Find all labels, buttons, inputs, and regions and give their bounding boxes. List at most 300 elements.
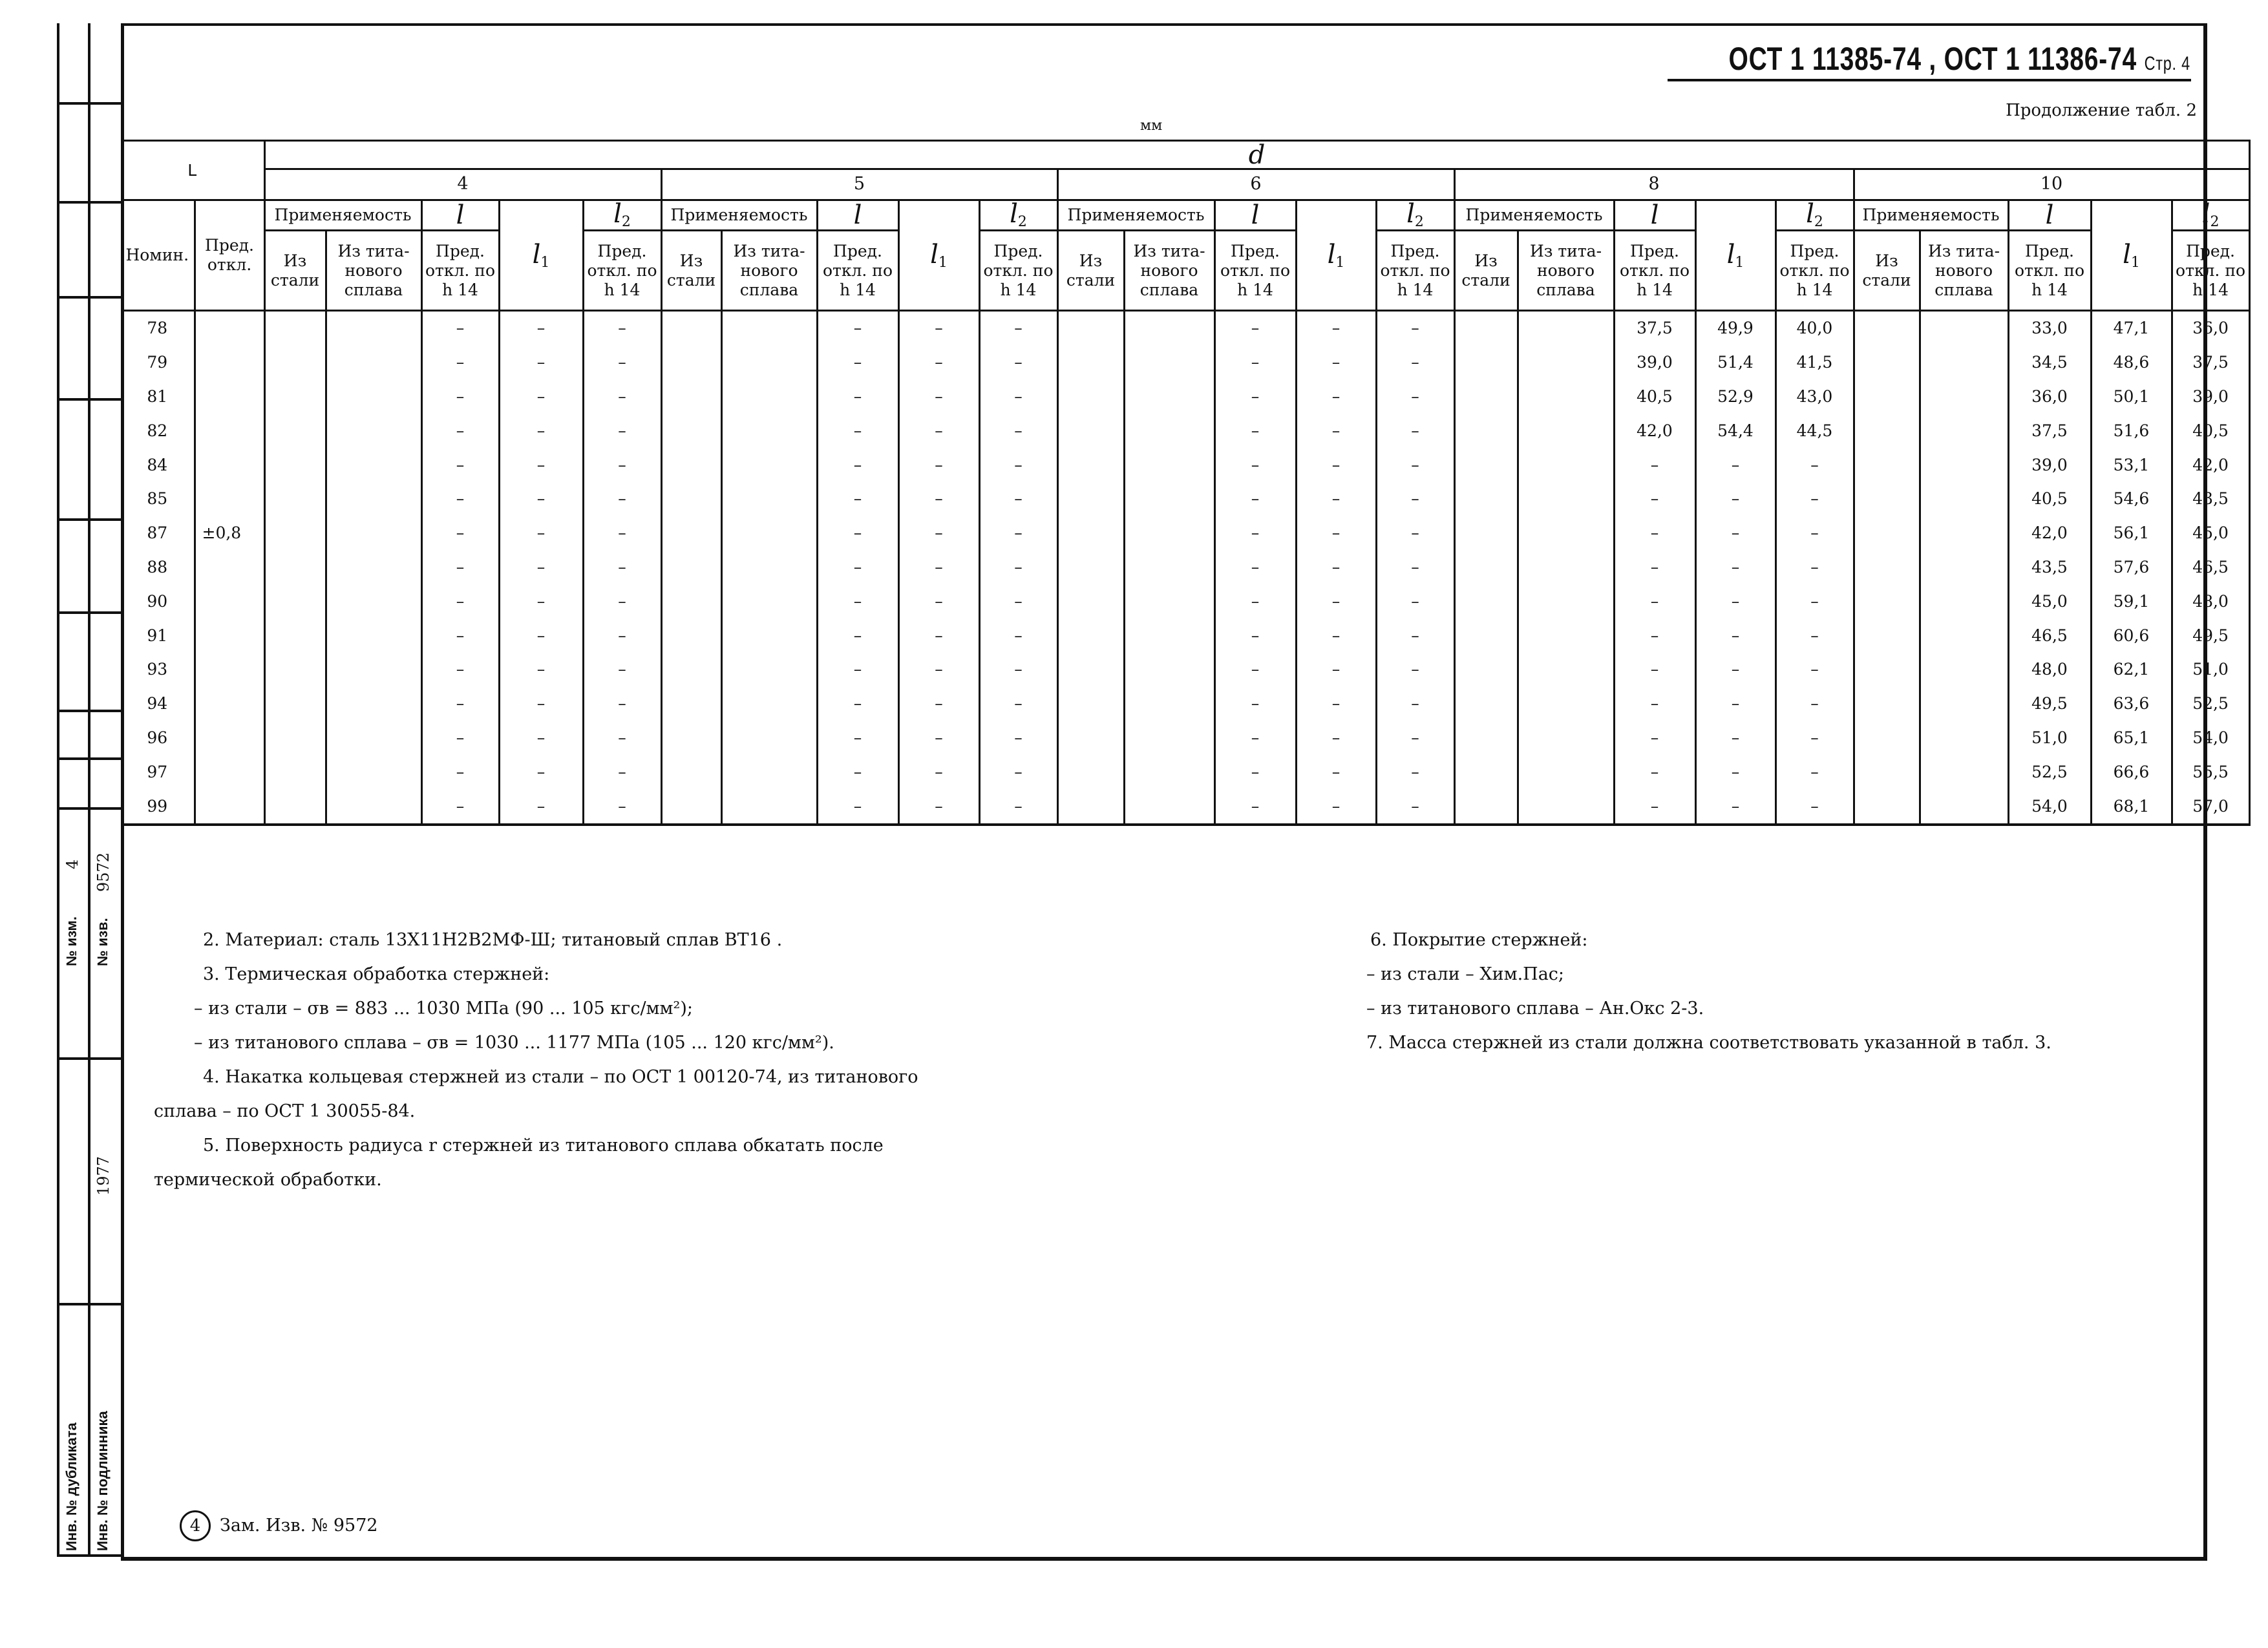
tolerance-value	[195, 687, 264, 721]
value-cell: –	[583, 448, 661, 482]
value-cell: 40,5	[1614, 380, 1695, 414]
note-6-titanium: – из титанового сплава – Ан.Окс 2-3.	[1366, 998, 1704, 1019]
value-cell: –	[979, 380, 1057, 414]
value-cell: –	[583, 721, 661, 755]
table-row	[121, 789, 2249, 825]
value-cell: –	[1376, 551, 1454, 585]
notes-left	[154, 923, 918, 1197]
steel-cell	[1454, 516, 1518, 551]
steel-cell	[1057, 346, 1124, 380]
steel-cell	[1854, 380, 1920, 414]
nominal-value: 94	[121, 687, 195, 721]
titanium-cell	[1124, 687, 1214, 721]
value-cell: –	[1614, 618, 1695, 653]
note-5: 5. Поверхность радиуса r стержней из титанового сплава обкатать после	[203, 1136, 884, 1156]
steel-cell	[1057, 482, 1124, 516]
titanium-cell	[1518, 311, 1614, 346]
l1-sub: 1	[2130, 254, 2140, 271]
value-cell: –	[1296, 618, 1376, 653]
l2-sub: 2	[1017, 214, 1027, 230]
value-cell: 40,5	[2172, 414, 2249, 448]
value-cell: –	[499, 346, 583, 380]
L-header: L	[121, 141, 264, 200]
titanium-cell	[326, 755, 421, 789]
steel-cell	[661, 584, 721, 618]
l-header	[1214, 200, 1296, 231]
l2-limit-header: Пред. откл. по h 14	[979, 231, 1057, 311]
value-cell: –	[1296, 687, 1376, 721]
steel-cell	[264, 414, 326, 448]
table-row	[121, 516, 2249, 551]
steel-cell	[661, 755, 721, 789]
value-cell: –	[898, 516, 979, 551]
binding-year: 1977	[94, 1156, 112, 1196]
value-cell: –	[1695, 755, 1775, 789]
titanium-cell	[1518, 687, 1614, 721]
value-cell: –	[583, 380, 661, 414]
value-cell: –	[1376, 687, 1454, 721]
table-row	[121, 618, 2249, 653]
steel-cell	[661, 618, 721, 653]
table-row	[121, 311, 2249, 346]
value-cell: –	[583, 482, 661, 516]
value-cell: –	[1214, 721, 1296, 755]
steel-cell	[264, 584, 326, 618]
table-row	[121, 755, 2249, 789]
value-cell: –	[1296, 482, 1376, 516]
value-cell: –	[499, 482, 583, 516]
value-cell: –	[421, 653, 499, 687]
value-cell: –	[1214, 380, 1296, 414]
value-cell: 54,6	[2091, 482, 2172, 516]
titanium-header: Из тита-нового сплава	[326, 231, 421, 311]
value-cell: –	[1614, 551, 1695, 585]
value-cell: –	[979, 551, 1057, 585]
value-cell: –	[979, 653, 1057, 687]
titanium-cell	[1124, 789, 1214, 825]
steel-cell	[661, 380, 721, 414]
steel-cell	[1057, 755, 1124, 789]
table-continuation: Продолжение табл. 2	[2006, 101, 2197, 120]
value-cell: –	[1214, 653, 1296, 687]
table-row	[121, 414, 2249, 448]
value-cell: –	[1614, 721, 1695, 755]
value-cell: –	[1214, 448, 1296, 482]
d-group-5: 5	[661, 169, 1057, 200]
titanium-cell	[721, 755, 817, 789]
steel-cell	[264, 311, 326, 346]
value-cell: 36,0	[2008, 380, 2091, 414]
note-4-cont: сплава – по ОСТ 1 30055-84.	[154, 1101, 416, 1121]
value-cell: –	[1214, 789, 1296, 825]
titanium-cell	[1920, 755, 2008, 789]
value-cell: –	[499, 380, 583, 414]
value-cell: –	[1775, 755, 1854, 789]
tolerance-header: Пред. откл.	[195, 200, 264, 311]
steel-cell	[661, 311, 721, 346]
value-cell: –	[817, 380, 898, 414]
steel-cell	[1854, 584, 1920, 618]
titanium-cell	[1124, 346, 1214, 380]
titanium-cell	[721, 551, 817, 585]
value-cell: –	[979, 584, 1057, 618]
titanium-cell	[326, 414, 421, 448]
titanium-cell	[721, 414, 817, 448]
steel-cell	[1057, 516, 1124, 551]
value-cell: –	[1614, 755, 1695, 789]
value-cell: –	[499, 721, 583, 755]
value-cell: –	[1376, 448, 1454, 482]
tolerance-value	[195, 789, 264, 825]
standard-code	[1729, 40, 2190, 78]
value-cell: –	[817, 311, 898, 346]
tolerance-value	[195, 346, 264, 380]
binding-orig-inv-label: Инв. № подлинника	[94, 1411, 111, 1551]
value-cell: –	[1775, 687, 1854, 721]
steel-cell	[1057, 687, 1124, 721]
steel-cell	[1854, 755, 1920, 789]
value-cell: 39,0	[2172, 380, 2249, 414]
value-cell: 51,0	[2008, 721, 2091, 755]
steel-cell	[1057, 721, 1124, 755]
titanium-cell	[1920, 482, 2008, 516]
l2-header: $l_2$	[979, 200, 1057, 231]
value-cell: –	[979, 618, 1057, 653]
l-symbol: l	[2045, 200, 2054, 230]
applicability-header: Применяемость	[264, 200, 421, 231]
titanium-cell	[326, 482, 421, 516]
titanium-cell	[1124, 551, 1214, 585]
l2-sub: 2	[1814, 214, 1823, 230]
tolerance-value: ±0,8	[195, 516, 264, 551]
value-cell: –	[1695, 721, 1775, 755]
value-cell: 43,0	[1775, 380, 1854, 414]
value-cell: 55,5	[2172, 755, 2249, 789]
value-cell: –	[1695, 482, 1775, 516]
value-cell: –	[1376, 482, 1454, 516]
note-3-steel: – из стали – σв = 883 ... 1030 МПа (90 ... 105 кгс/мм²);	[194, 998, 694, 1019]
titanium-cell	[1920, 551, 2008, 585]
value-cell: 45,0	[2008, 584, 2091, 618]
steel-cell	[1854, 414, 1920, 448]
value-cell: –	[1214, 414, 1296, 448]
value-cell: –	[817, 414, 898, 448]
value-cell: –	[1214, 755, 1296, 789]
value-cell: 56,1	[2091, 516, 2172, 551]
value-cell: –	[979, 311, 1057, 346]
value-cell: 43,5	[2172, 482, 2249, 516]
nominal-value: 97	[121, 755, 195, 789]
value-cell: –	[583, 653, 661, 687]
value-cell: 34,5	[2008, 346, 2091, 380]
value-cell: 42,0	[1614, 414, 1695, 448]
titanium-cell	[721, 653, 817, 687]
tolerance-value	[195, 584, 264, 618]
tolerance-value	[195, 551, 264, 585]
value-cell: 51,4	[1695, 346, 1775, 380]
titanium-cell	[326, 789, 421, 825]
value-cell: –	[499, 755, 583, 789]
value-cell: –	[1695, 789, 1775, 825]
steel-cell	[1454, 618, 1518, 653]
l2-sub: 2	[1414, 214, 1424, 230]
titanium-cell	[326, 448, 421, 482]
binding-notice-value: 9572	[94, 852, 112, 892]
value-cell: –	[1695, 584, 1775, 618]
titanium-cell	[1518, 755, 1614, 789]
titanium-cell	[1518, 618, 1614, 653]
value-cell: 37,5	[2172, 346, 2249, 380]
steel-cell	[661, 789, 721, 825]
value-cell: 52,5	[2008, 755, 2091, 789]
l-limit-header: Пред. откл. по h 14	[817, 231, 898, 311]
value-cell: –	[1614, 653, 1695, 687]
titanium-cell	[1518, 482, 1614, 516]
nominal-value: 82	[121, 414, 195, 448]
value-cell: –	[817, 516, 898, 551]
value-cell: 68,1	[2091, 789, 2172, 825]
binding-left-line	[57, 1015, 59, 1556]
value-cell: 60,6	[2091, 618, 2172, 653]
titanium-cell	[1518, 653, 1614, 687]
d-group-8: 8	[1454, 169, 1854, 200]
l2-header: $l_2$	[583, 200, 661, 231]
steel-cell	[661, 551, 721, 585]
steel-cell	[264, 653, 326, 687]
value-cell: –	[499, 551, 583, 585]
titanium-cell	[1124, 584, 1214, 618]
tolerance-value	[195, 448, 264, 482]
value-cell: –	[583, 346, 661, 380]
l1-header: $l_1$	[499, 200, 583, 311]
value-cell: 45,0	[2172, 516, 2249, 551]
titanium-cell	[1920, 653, 2008, 687]
value-cell: –	[1214, 311, 1296, 346]
steel-cell	[1854, 789, 1920, 825]
value-cell: –	[817, 482, 898, 516]
table-row	[121, 584, 2249, 618]
steel-cell	[264, 618, 326, 653]
value-cell: 42,0	[2172, 448, 2249, 482]
nominal-value: 85	[121, 482, 195, 516]
steel-cell	[1854, 687, 1920, 721]
nominal-value: 90	[121, 584, 195, 618]
titanium-cell	[326, 380, 421, 414]
titanium-cell	[326, 311, 421, 346]
value-cell: 40,5	[2008, 482, 2091, 516]
steel-cell	[1454, 687, 1518, 721]
value-cell: –	[898, 584, 979, 618]
value-cell: –	[499, 414, 583, 448]
titanium-cell	[1518, 516, 1614, 551]
table-row	[121, 380, 2249, 414]
value-cell: –	[421, 687, 499, 721]
l-symbol: l	[1650, 200, 1659, 230]
value-cell: 57,0	[2172, 789, 2249, 825]
steel-cell	[264, 380, 326, 414]
titanium-cell	[1124, 448, 1214, 482]
titanium-cell	[1124, 721, 1214, 755]
value-cell: –	[1296, 311, 1376, 346]
value-cell: –	[979, 414, 1057, 448]
tolerance-value	[195, 755, 264, 789]
steel-cell	[1854, 448, 1920, 482]
value-cell: 48,0	[2008, 653, 2091, 687]
value-cell: 49,5	[2172, 618, 2249, 653]
note-6-steel: – из стали – Хим.Пас;	[1366, 964, 1565, 984]
value-cell: –	[979, 448, 1057, 482]
value-cell: –	[583, 414, 661, 448]
titanium-cell	[1920, 516, 2008, 551]
value-cell: –	[1775, 653, 1854, 687]
titanium-cell	[721, 311, 817, 346]
change-note	[180, 1508, 378, 1543]
value-cell: –	[979, 346, 1057, 380]
value-cell: –	[979, 516, 1057, 551]
page-label: Стр. 4	[2144, 53, 2190, 74]
value-cell: –	[1296, 346, 1376, 380]
value-cell: –	[898, 380, 979, 414]
value-cell: –	[421, 482, 499, 516]
steel-cell	[1454, 721, 1518, 755]
table-row	[121, 721, 2249, 755]
value-cell: –	[898, 755, 979, 789]
applicability-header: Применяемость	[1057, 200, 1214, 231]
value-cell: 54,0	[2008, 789, 2091, 825]
titanium-cell	[1124, 618, 1214, 653]
tolerance-value	[195, 414, 264, 448]
titanium-cell	[326, 618, 421, 653]
value-cell: –	[817, 448, 898, 482]
steel-cell	[1854, 516, 1920, 551]
titanium-cell	[721, 618, 817, 653]
value-cell: 46,5	[2008, 618, 2091, 653]
steel-cell	[264, 516, 326, 551]
nominal-value: 91	[121, 618, 195, 653]
note-2: 2. Материал: сталь 13Х11Н2В2МФ-Ш; титановый сплав ВТ16 .	[203, 930, 783, 950]
titanium-cell	[1124, 414, 1214, 448]
titanium-cell	[721, 346, 817, 380]
nominal-value: 88	[121, 551, 195, 585]
l2-limit-header: Пред. откл. по h 14	[1376, 231, 1454, 311]
titanium-cell	[326, 653, 421, 687]
value-cell: –	[421, 380, 499, 414]
nominal-value: 81	[121, 380, 195, 414]
value-cell: –	[1296, 448, 1376, 482]
titanium-cell	[1920, 618, 2008, 653]
value-cell: –	[1214, 482, 1296, 516]
value-cell: –	[1614, 448, 1695, 482]
value-cell: –	[1214, 551, 1296, 585]
steel-cell	[1854, 346, 1920, 380]
steel-header: Из стали	[264, 231, 326, 311]
steel-cell	[661, 721, 721, 755]
d-header: d	[264, 141, 2249, 169]
value-cell: –	[421, 755, 499, 789]
note-7: 7. Масса стержней из стали должна соответствовать указанной в табл. 3.	[1366, 1033, 2051, 1053]
tolerance-value	[195, 482, 264, 516]
value-cell: –	[898, 311, 979, 346]
titanium-cell	[1920, 789, 2008, 825]
value-cell: –	[499, 789, 583, 825]
titanium-cell	[1518, 346, 1614, 380]
frame-top-line	[121, 23, 2203, 26]
titanium-cell	[1124, 755, 1214, 789]
l1-sub: 1	[540, 254, 550, 271]
value-cell: –	[1296, 551, 1376, 585]
l2-limit-header: Пред. откл. по h 14	[1775, 231, 1854, 311]
steel-cell	[1454, 311, 1518, 346]
value-cell: –	[1695, 551, 1775, 585]
value-cell: –	[1695, 618, 1775, 653]
value-cell: 33,0	[2008, 311, 2091, 346]
applicability-header: Применяемость	[1854, 200, 2008, 231]
value-cell: 41,5	[1775, 346, 1854, 380]
steel-cell	[661, 516, 721, 551]
value-cell: –	[499, 584, 583, 618]
value-cell: –	[1214, 516, 1296, 551]
l-symbol: l	[853, 200, 862, 230]
value-cell: –	[1376, 755, 1454, 789]
value-cell: –	[1214, 618, 1296, 653]
steel-cell	[1454, 380, 1518, 414]
tolerance-value	[195, 618, 264, 653]
value-cell: 59,1	[2091, 584, 2172, 618]
value-cell: –	[1214, 584, 1296, 618]
value-cell: –	[1376, 380, 1454, 414]
binding-change-label: № изм.	[63, 916, 79, 966]
value-cell: –	[817, 346, 898, 380]
value-cell: 36,0	[2172, 311, 2249, 346]
value-cell: –	[817, 551, 898, 585]
value-cell: 48,6	[2091, 346, 2172, 380]
value-cell: –	[583, 551, 661, 585]
value-cell: 49,5	[2008, 687, 2091, 721]
titanium-cell	[1124, 516, 1214, 551]
value-cell: –	[1296, 516, 1376, 551]
steel-cell	[264, 755, 326, 789]
titanium-header: Из тита-нового сплава	[721, 231, 817, 311]
steel-cell	[1057, 789, 1124, 825]
value-cell: –	[1614, 516, 1695, 551]
steel-cell	[1454, 551, 1518, 585]
change-number-circle: 4	[180, 1510, 211, 1541]
value-cell: –	[1775, 482, 1854, 516]
value-cell: –	[817, 755, 898, 789]
titanium-cell	[721, 789, 817, 825]
value-cell: –	[1614, 687, 1695, 721]
value-cell: –	[1775, 551, 1854, 585]
value-cell: 51,0	[2172, 653, 2249, 687]
steel-cell	[264, 482, 326, 516]
steel-header: Из стали	[661, 231, 721, 311]
value-cell: 63,6	[2091, 687, 2172, 721]
d-group-4: 4	[264, 169, 661, 200]
value-cell: –	[1376, 414, 1454, 448]
steel-cell	[661, 414, 721, 448]
titanium-cell	[721, 721, 817, 755]
tolerance-value	[195, 653, 264, 687]
value-cell: –	[499, 516, 583, 551]
value-cell: –	[1695, 687, 1775, 721]
table-row	[121, 482, 2249, 516]
l-header	[2008, 200, 2091, 231]
value-cell: –	[1376, 584, 1454, 618]
value-cell: 39,0	[2008, 448, 2091, 482]
l-header	[421, 200, 499, 231]
steel-cell	[264, 551, 326, 585]
l2-limit-header: Пред. откл. по h 14	[583, 231, 661, 311]
